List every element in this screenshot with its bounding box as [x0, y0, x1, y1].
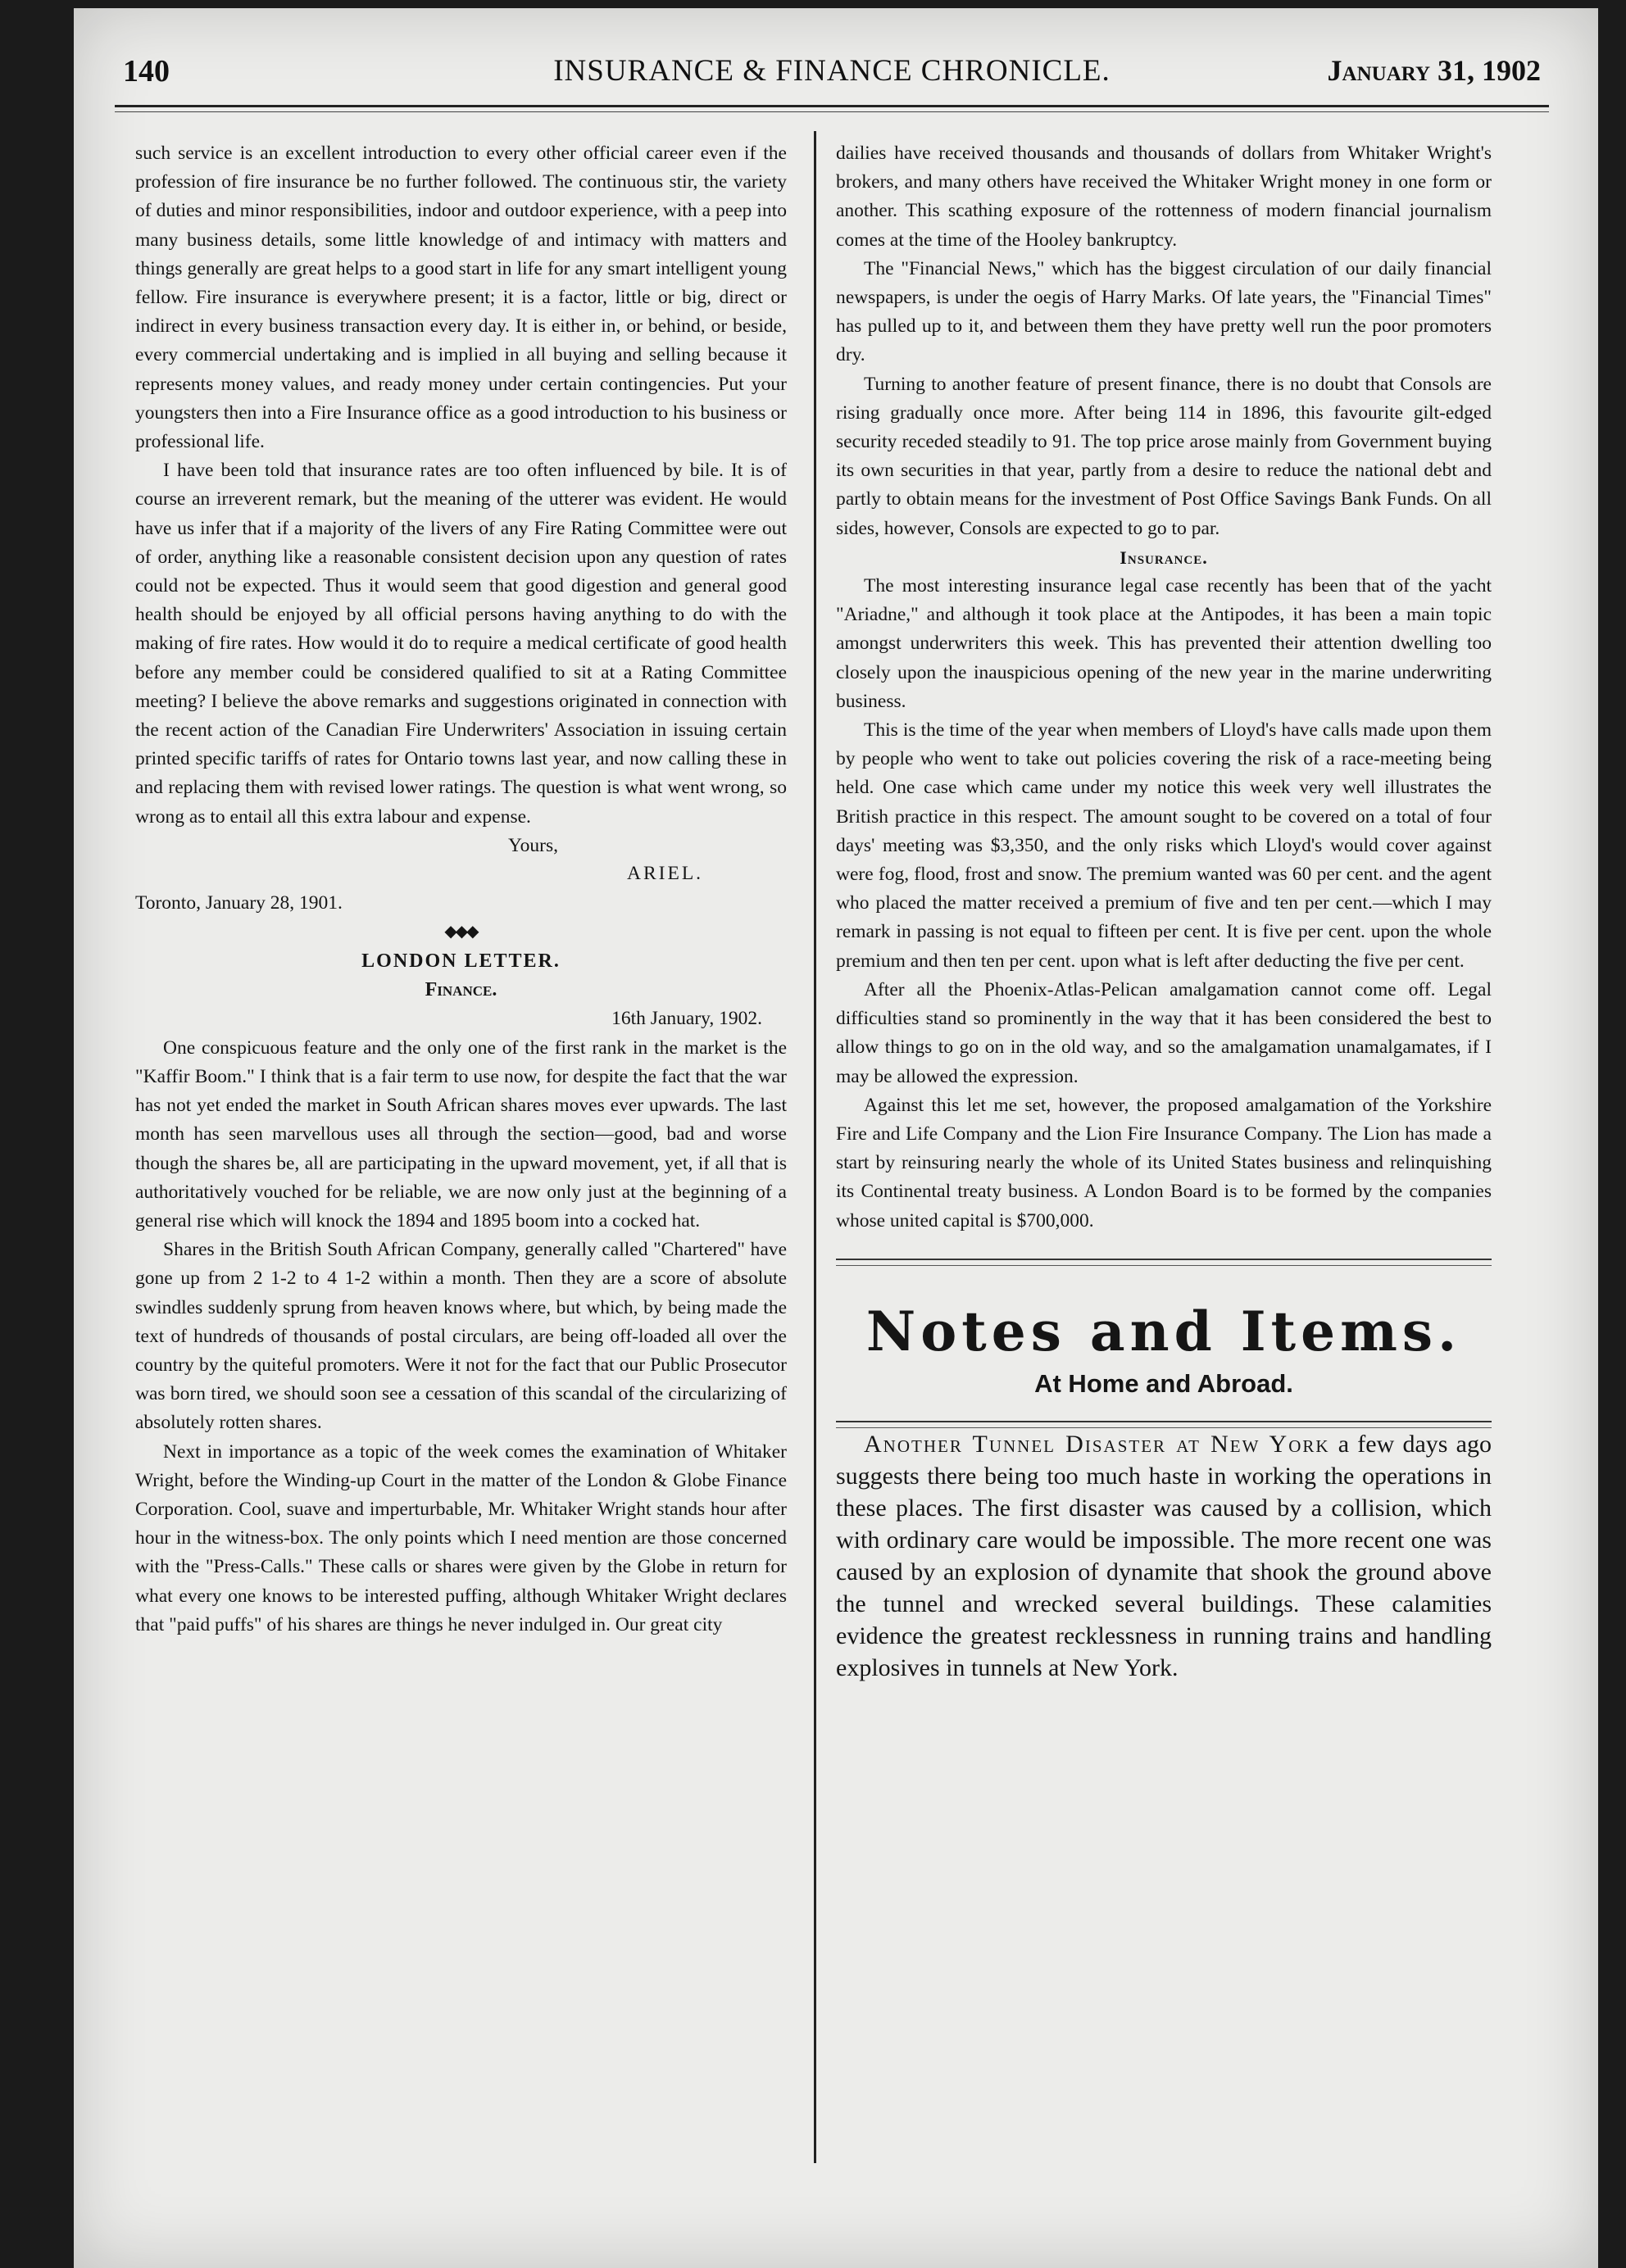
publication-title: INSURANCE & FINANCE CHRONICLE. — [553, 54, 1110, 88]
insurance-paragraph: The most interesting insurance legal case recently has been that of the yacht "Ariadne," and although it took place at the Antipodes, it has been a main topic amongst underwriters this week. This has prevented their attention dwelling too closely upon the inauspicious opening of the new year in the marine underwriting business. — [836, 575, 1492, 712]
insurance-paragraph: This is the time of the year when members of Lloyd's have calls made upon them by people who went to take out policies covering the risk of a race-meeting being held. One case which came under my notice this week very well illustrates the British practice in this respect. The amount sought to be covered on a total of four days' meeting was $3,350, and the only risks which Lloyd's would cover against were fog, flood, frost and snow. The premium wanted was 60 per cent. and the agent who placed the matter received a premium of five and ten per cent.—which I may remark in passing is not equal to fifteen per cent. It is five per cent. upon the whole premium and then ten per cent. upon what is left after deducting the five per cent. — [836, 719, 1492, 972]
signature-block — [135, 832, 787, 889]
letter-dateline: 16th January, 1902. — [611, 1008, 762, 1030]
right-column — [836, 139, 1492, 1684]
notes-subtitle: At Home and Abroad. — [1034, 1368, 1293, 1398]
insurance-paragraph: Against this let me set, however, the proposed amalgamation of the Yorkshire Fire and Life Company and the Lion Fire Insurance Company. The Lion has made a start by reinsuring nearly the whole of its United States business and relinquishing its Continental treaty business. A London Board is to be formed by the companies whose united capital is $700,000. — [836, 1094, 1492, 1232]
left-column — [135, 139, 787, 1640]
section-rule-thin — [836, 1265, 1492, 1266]
letter-paragraph: Turning to another feature of present finance, there is no doubt that Consols are rising gradually once more. After being 114 in 1896, this favourite gilt-edged security receded steadily to 91. The top price arose mainly from Government buying its own securities in that year, partly from a desire to reduce the national debt and partly to obtain means for the investment of Post Office Savings Bank Funds. On all sides, however, Consols are expected to go to par. — [836, 373, 1492, 539]
section-rule — [836, 1259, 1492, 1260]
section-subtitle: Finance. — [425, 979, 497, 1001]
header-rule — [115, 105, 1549, 107]
letter-paragraph: Shares in the British South African Company, generally called "Chartered" have gone up from 2 1-2 to 4 1-2 within a month. Then they are a score of absolute swindles suddenly sprung from heaven knows where, but which, by being made the text of hundreds of thousands of postal circulars, are being off-loaded all over the country by the quiteful promoters. Were it not for the fact that our Public Prosecutor was born tired, we should soon see a cessation of this scandal of the circularizing of absolutely rotten shares. — [135, 1239, 787, 1434]
ornament-divider: ◆◆◆ — [444, 923, 478, 941]
tunnel-lead: Another Tunnel Disaster at New York — [864, 1430, 1330, 1458]
letter-paragraph: dailies have received thousands and thousands of dollars from Whitaker Wright's brokers, and many others have received the Whitaker Wright money in one form or another. This scathing exposure of the rottenness of modern financial journalism comes at the time of the Hooley bankruptcy. — [836, 143, 1492, 251]
notes-title: Notes and Items. — [865, 1299, 1462, 1363]
page-header — [123, 53, 1541, 102]
tunnel-text: a few days ago suggests there being too much haste in working the operations in these places. The first disaster was caused by a collision, which with ordinary care would be impossible. The more recent one was caused by an explosion of dynamite that shook the ground above the tunnel and wrecked several buildings. These calamities evidence the greatest recklessness in running trains and handling explosives in tunnels at New York. — [836, 1430, 1492, 1681]
article-paragraph: I have been told that insurance rates are too often influenced by bile. It is of course an irreverent remark, but the meaning of the utterer was evident. He would have us infer that if a majority of the livers of any Fire Rating Committee were out of order, anything like a reasonable consistent decision upon any question of rates could not be expected. Thus it would seem that good digestion and general good health should be enjoyed by all official persons having anything to do with the making of fire rates. How would it do to require a medical certificate of good health before any member could be considered qualified to sit at a Rating Committee meeting? I believe the above remarks and suggestions originated in connection with the recent action of the Canadian Fire Underwriters' Association in issuing certain printed specific tariffs of rates for Ontario towns last year, and now calling these in and replacing them with revised lower ratings. The question is what went wrong, so wrong as to entail all this extra labour and expense. — [135, 460, 787, 828]
header-rule-thin — [115, 111, 1549, 112]
signature: ARIEL. — [627, 862, 704, 884]
place-date: Toronto, January 28, 1901. — [135, 891, 343, 914]
closing: Yours, — [508, 834, 558, 856]
newspaper-page — [74, 8, 1598, 2268]
letter-paragraph: One conspicuous feature and the only one of the first rank in the market is the "Kaffir Boom." I think that is a fair term to use now, for despite the fact that the war has not yet ended the market in South African shares moves ever upwards. The last month has seen marvellous uses all through the section—good, bad and worse though the shares be, all are participating in the upward movement, yet, if all that is authoritatively vouched for be reliable, we are now only just at the beginning of a general rise which will knock the 1894 and 1895 boom into a cocked hat. — [135, 1036, 787, 1232]
insurance-heading: Insurance. — [1120, 547, 1208, 568]
issue-date: January 31, 1902 — [1327, 54, 1541, 87]
tunnel-item — [836, 1428, 1492, 1684]
notes-rule — [836, 1421, 1492, 1422]
page-number: 140 — [123, 54, 170, 88]
letter-paragraph: Next in importance as a topic of the week comes the examination of Whitaker Wright, before the Winding-up Court in the matter of the London & Globe Finance Corporation. Cool, suave and imperturbable, Mr. Whitaker Wright stands hour after hour in the witness-box. The only points which I need mention are those concerned with the "Press-Calls." These calls or shares were given by the Globe in return for what every one knows to be interested puffing, although Whitaker Wright declares that "paid puffs" of his shares are things he never indulged in. Our great city — [135, 1440, 787, 1635]
column-divider — [814, 131, 816, 2163]
letter-paragraph: The "Financial News," which has the biggest circulation of our daily financial newspapers, is under the oegis of Harry Marks. Of late years, the "Financial Times" has pulled up to it, and between them they have pretty well run the poor promoters dry. — [836, 257, 1492, 366]
article-paragraph: such service is an excellent introduction to every other official career even if the profession of fire insurance be no further followed. The continuous stir, the variety of duties and minor responsibilities, indoor and outdoor experience, with a peep into many business details, some little knowledge of and intimacy with matters and things generally are great helps to a good start in life for any smart intelligent young fellow. Fire insurance is everywhere present; it is a factor, little or big, direct or indirect in every business transaction every day. It is either in, or behind, or beside, every commercial undertaking and is implied in all buying and selling because it represents money values, and ready money under certain contingencies. Put your youngsters then into a Fire Insurance office as a good introduction to his business or professional life. — [135, 143, 787, 453]
section-title: LONDON LETTER. — [361, 950, 561, 973]
insurance-paragraph: After all the Phoenix-Atlas-Pelican amalgamation cannot come off. Legal difficulties stand so prominently in the way that it has been considered the best to allow things to go on in the old way, and so the amalgamation unamalgamates, if I may be allowed the expression. — [836, 978, 1492, 1087]
